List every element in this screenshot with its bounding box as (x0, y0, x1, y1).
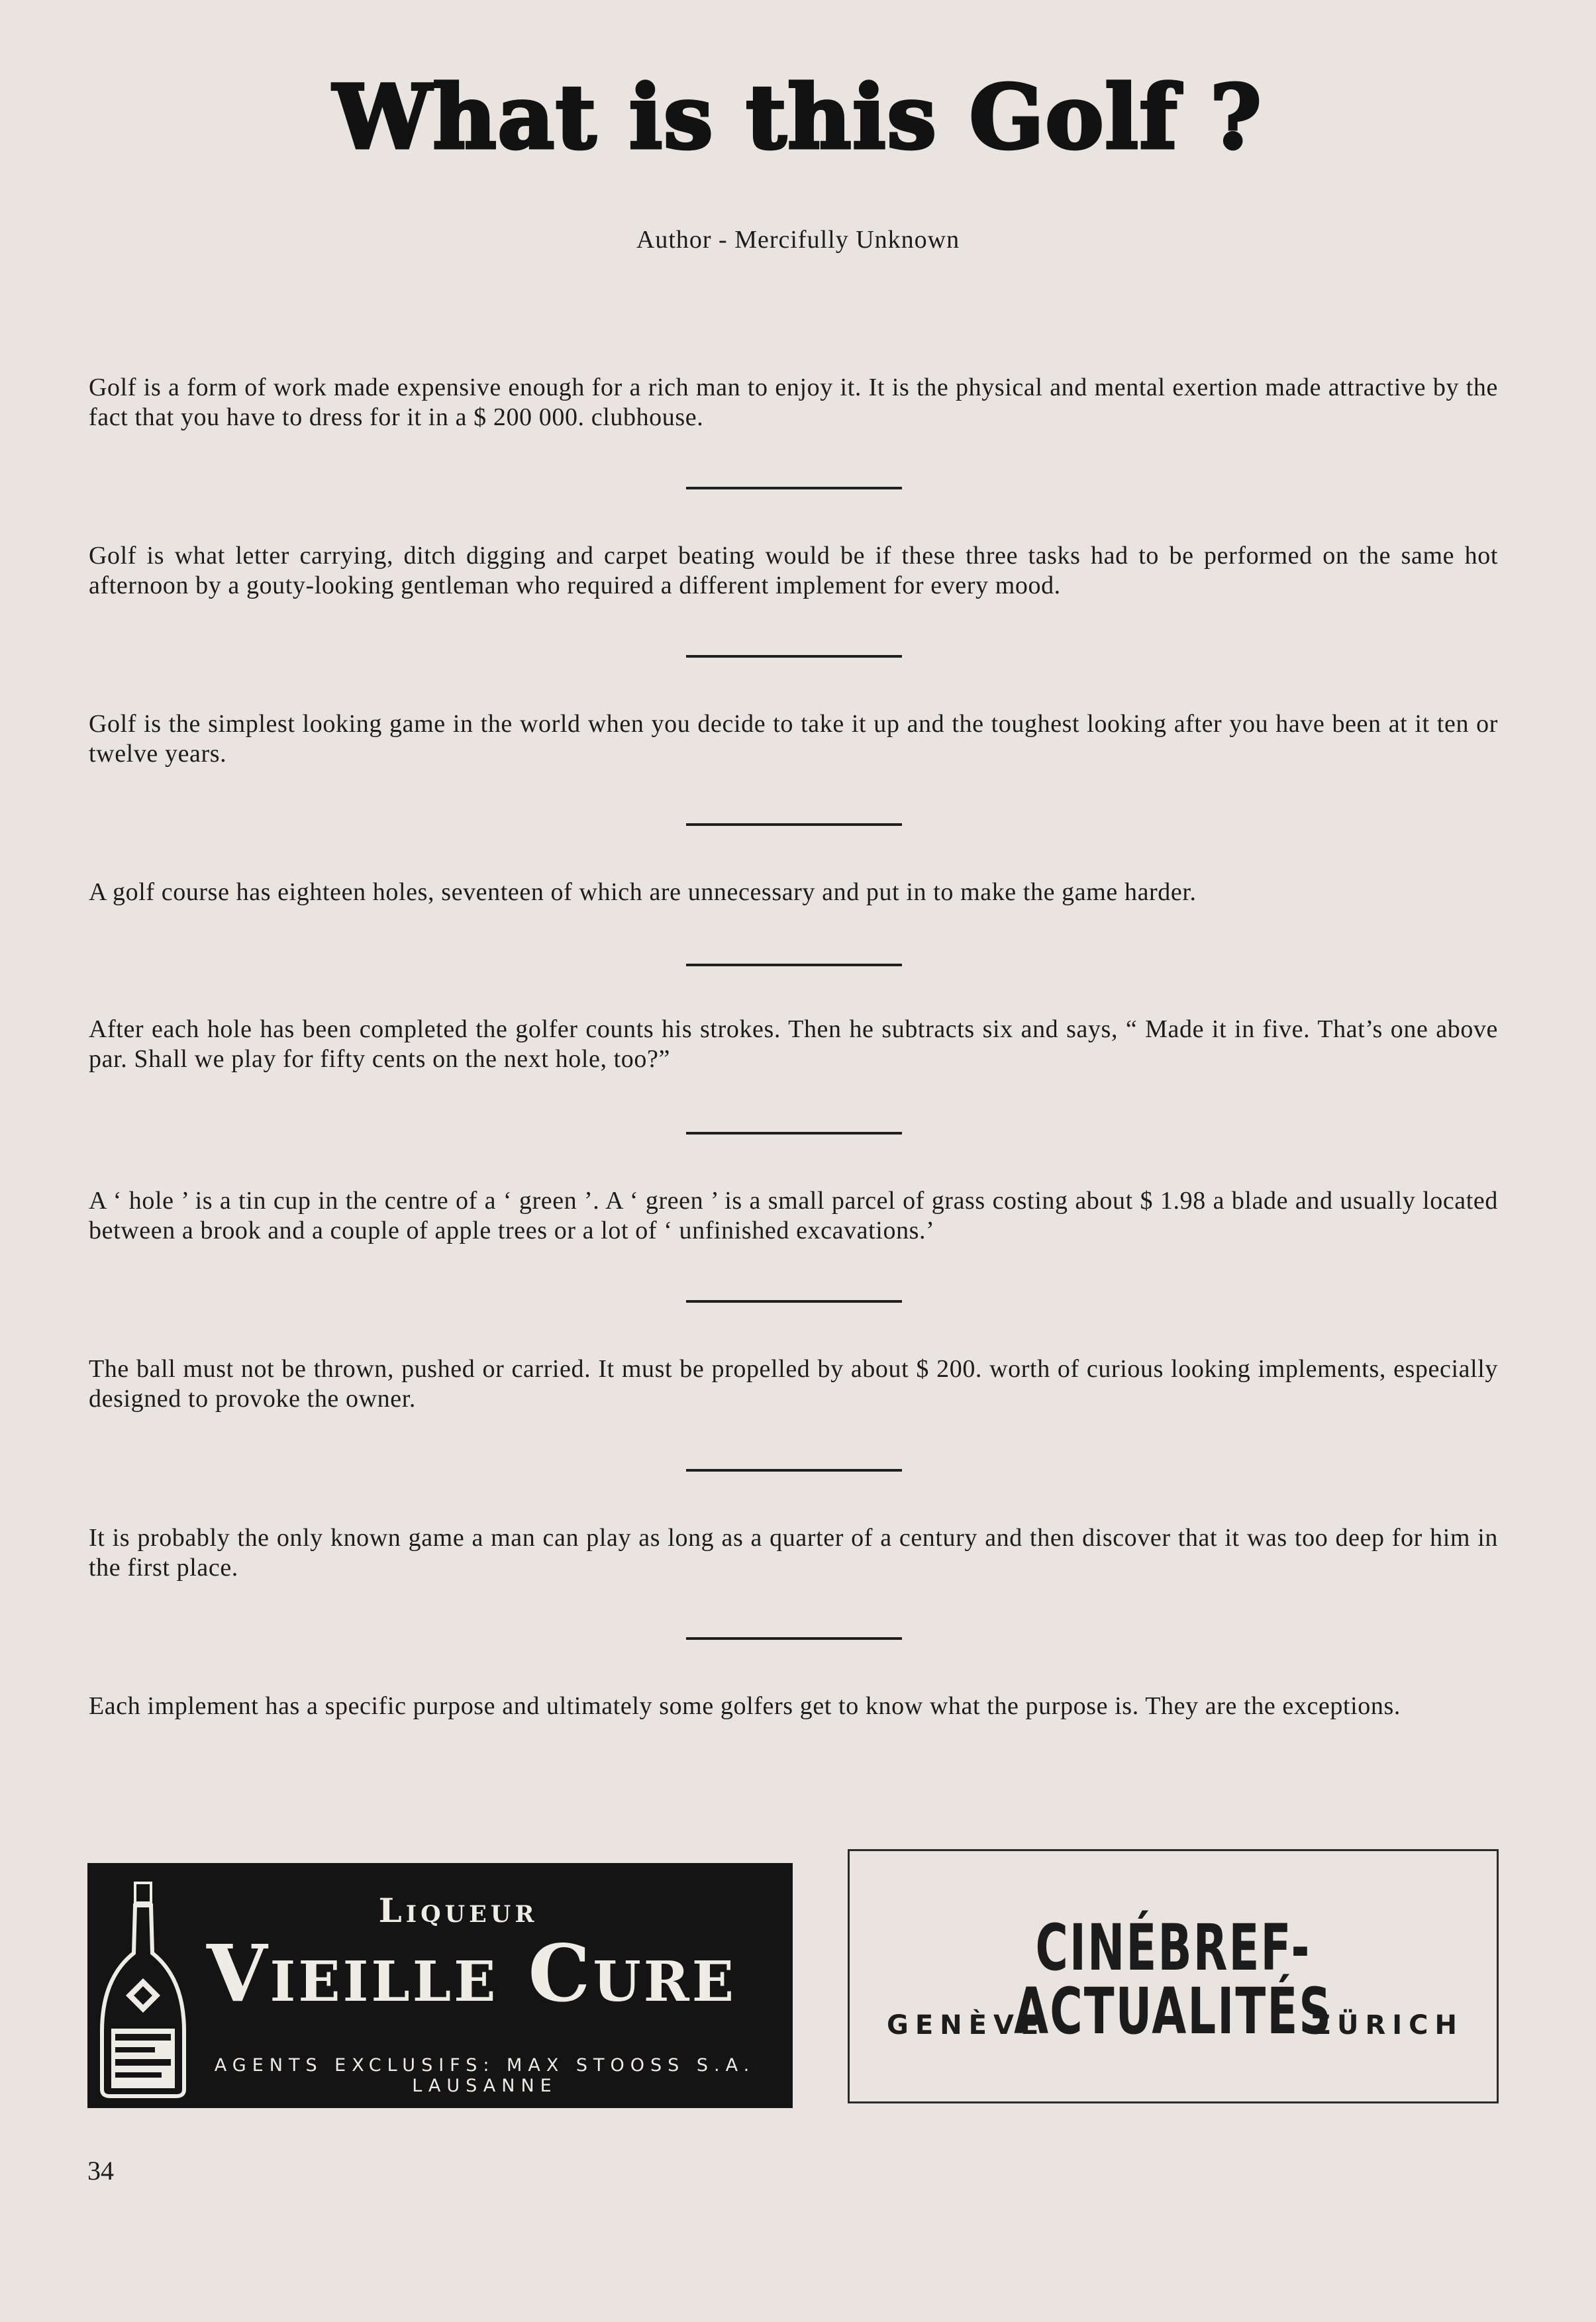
paragraph: Golf is what letter carrying, ditch digging and carpet beating would be if these three tasks had to be performed on the same hot afternoon by a gouty-looking gentleman who required a different implement for every mood. (89, 542, 1498, 599)
paragraph: Golf is a form of work made expensive enough for a rich man to enjoy it. It is the physical and mental exertion made attractive by the fact that you have to dress for it in a $ 200 000. clubhouse. (89, 374, 1498, 431)
liqueur-label: Liqueur (378, 1891, 538, 1930)
separator-rule (686, 964, 902, 966)
separator-rule (686, 487, 902, 489)
paragraph: The ball must not be thrown, pushed or carried. It must be propelled by about $ 200. worth of curious looking implements, especially designed to provoke the owner. (89, 1355, 1498, 1413)
separator-rule (686, 1300, 902, 1303)
separator-rule (686, 823, 902, 826)
separator-rule (686, 1637, 902, 1640)
separator-rule (686, 1469, 902, 1472)
paragraph: Golf is the simplest looking game in the world when you decide to take it up and the toughest looking after you have been at it ten or twelve years. (89, 710, 1498, 768)
cinebref-ad (848, 1849, 1499, 2103)
paragraph: Each implement has a specific purpose and ultimately some golfers get to know what the purpose is. They are the exceptions. (89, 1692, 1401, 1720)
separator-rule (686, 655, 902, 658)
paragraph: A golf course has eighteen holes, seventeen of which are unnecessary and put in to make the game harder. (89, 878, 1197, 906)
city-geneve: GENÈVE (887, 2010, 1046, 2041)
paragraph: After each hole has been completed the golfer counts his strokes. Then he subtracts six and says, “ Made it in five. That’s one above par. Shall we play for fifty cents on the next hole, too?” (89, 1015, 1498, 1073)
brand-name: Vieille Cure (206, 1927, 737, 2019)
agents-line: AGENTS EXCLUSIFS: MAX STOOSS S.A. LAUSANNE (214, 2055, 756, 2096)
article-author: Author - Mercifully Unknown (636, 226, 960, 254)
cinebref-name: CINÉBREF-ACTUALITÉS (1014, 1911, 1332, 2048)
city-zurich: ZÜRICH (1311, 2010, 1464, 2041)
paragraph: It is probably the only known game a man can play as long as a quarter of a century and then discover that it was too deep for him in the first place. (89, 1524, 1498, 1582)
paragraph: A ‘ hole ’ is a tin cup in the centre of a ‘ green ’. A ‘ green ’ is a small parcel of grass costing about $ 1.98 a blade and usually located between a brook and a couple of apple trees or a lot of ‘ unfinished excavations.’ (89, 1187, 1498, 1244)
article-title: What is this Golf ? (333, 66, 1263, 169)
page-number: 34 (87, 2156, 114, 2186)
separator-rule (686, 1132, 902, 1135)
liqueur-ad (87, 1863, 793, 2108)
